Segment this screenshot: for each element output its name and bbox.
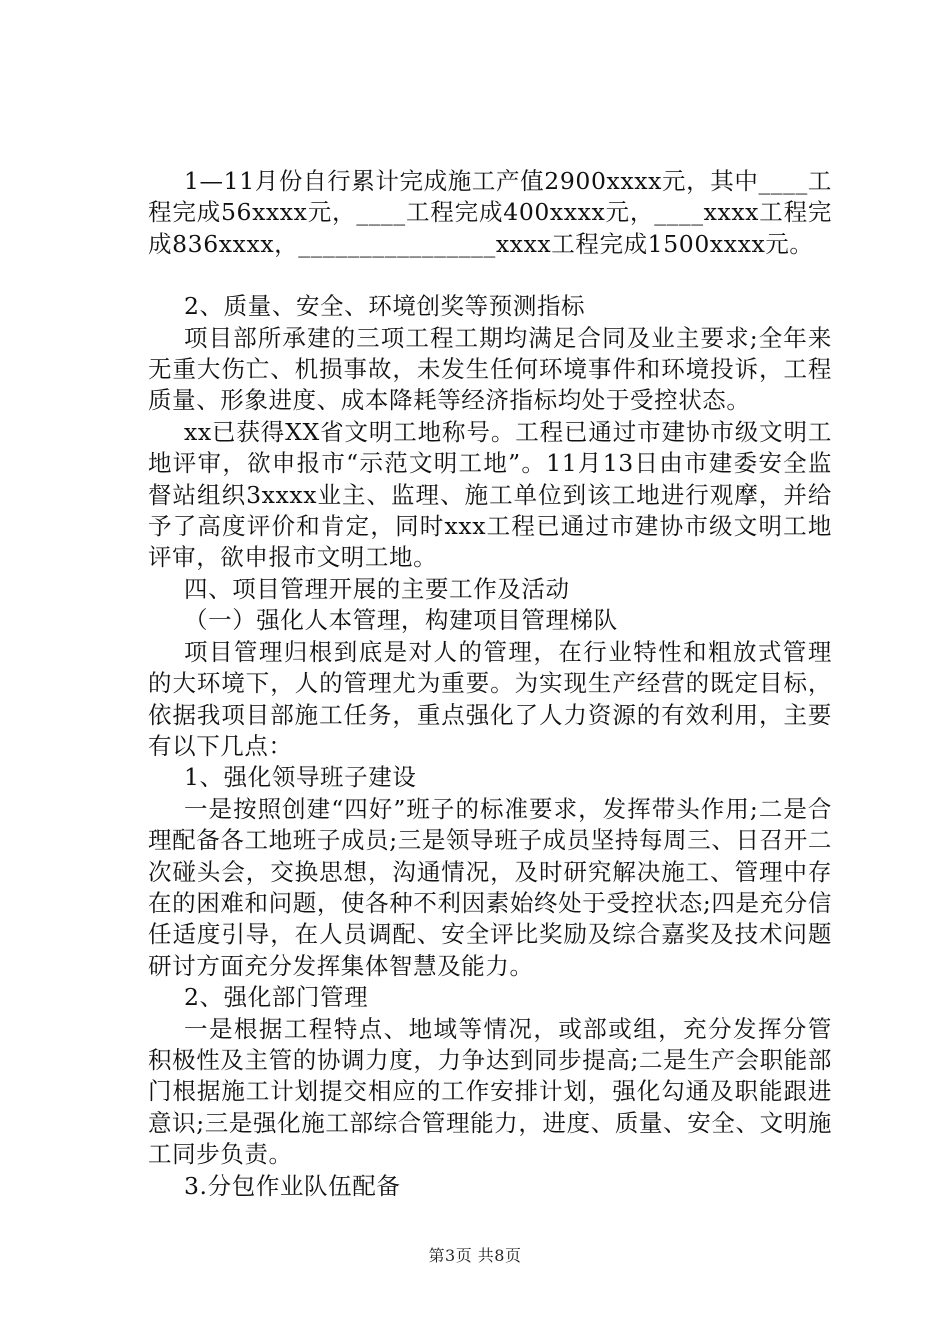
document-body — [148, 166, 832, 1202]
paragraph-output-value: 1—11月份自行累计完成施工产值2900xxxx元，其中____工程完成56xxxx元，____工程完成400xxxx元，____xxxx工程完成836xxxx，________________xxxx工程完成1500xxxx元。 — [148, 167, 832, 258]
paragraph-contract-status: 项目部所承建的三项工程工期均满足合同及业主要求;全年来无重大伤亡、机损事故，未发生任何环境事件和环境投诉，工程质量、形象进度、成本降耗等经济指标均处于受控状态。 — [148, 323, 832, 415]
paragraph-people-management: 项目管理归根到底是对人的管理，在行业特性和粗放式管理的大环境下，人的管理尤为重要。为实现生产经营的既定目标，依据我项目部施工任务，重点强化了人力资源的有效利用，主要有以下几点： — [148, 637, 832, 760]
heading-section-four: 四、项目管理开展的主要工作及活动 — [184, 574, 570, 603]
paragraph-gap — [148, 260, 832, 291]
paragraph-civilized-site: xx已获得XX省文明工地称号。工程已通过市建协市级文明工地评审，欲申报市“示范文明工地”。11月13日由市建委安全监督站组织3xxxx业主、监理、施工单位到该工地进行观摩，并给予了高度评价和肯定，同时xxx工程已通过市建协市级文明工地评审，欲申报市文明工地。 — [148, 417, 832, 572]
heading-leadership: 1、强化领导班子建设 — [184, 763, 417, 792]
page-footer: 第3页 共8页 — [428, 1246, 522, 1265]
heading-department: 2、强化部门管理 — [184, 983, 369, 1012]
heading-subcontract: 3.分包作业队伍配备 — [184, 1171, 401, 1200]
paragraph-leadership: 一是按照创建“四好”班子的标准要求，发挥带头作用;二是合理配备各工地班子成员;三是领导班子成员坚持每周三、日召开二次碰头会，交换思想，沟通情况，及时研究解决施工、管理中存在的困难和问题，使各种不利因素始终处于受控状态;四是充分信任适度引导，在人员调配、安全评比奖励及综合嘉奖及技术问题研讨方面充分发挥集体智慧及能力。 — [148, 794, 832, 980]
heading-quality-safety: 2、质量、安全、环境创奖等预测指标 — [184, 292, 586, 321]
heading-subsection-one: （一）强化人本管理，构建项目管理梯队 — [184, 606, 618, 635]
paragraph-department: 一是根据工程特点、地域等情况，或部或组，充分发挥分管积极性及主管的协调力度，力争达到同步提高;二是生产会职能部门根据施工计划提交相应的工作安排计划，强化勾通及职能跟进意识;三是强化施工部综合管理能力，进度、质量、安全、文明施工同步负责。 — [148, 1014, 832, 1169]
